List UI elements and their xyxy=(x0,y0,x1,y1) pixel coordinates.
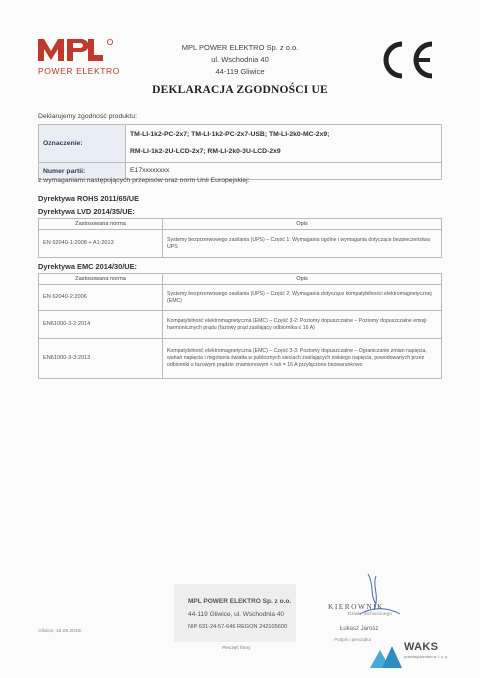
stamp-line: MPL POWER ELEKTRO Sp. z o.o. xyxy=(188,598,292,605)
waks-watermark-text: WAKS xyxy=(404,641,439,653)
stamp-line: NIP 631-24-57-646 REGON 242105600 xyxy=(188,624,288,630)
company-name: MPL POWER ELEKTRO Sp. z o.o. xyxy=(181,43,299,52)
desc-cell: Kompatybilność elektromagnetyczna (EMC) – Część 3-2: Poziomy dopuszczalne – Poziomy dopuszczalne emisji harmonicznych prądu (fazowy prąd zasilający odbiornika ≤ 16 A) xyxy=(163,311,442,339)
intro-text: Deklarujemy zgodność produktu: xyxy=(38,113,137,120)
batch-label: Numer partii: xyxy=(39,163,126,180)
product-table xyxy=(38,124,442,180)
emc-header-row xyxy=(39,274,442,285)
table-row xyxy=(39,311,442,339)
designation-row xyxy=(39,125,442,163)
norm-cell: EN 62040-1:2008 + A1:2013 xyxy=(39,230,163,258)
table-row xyxy=(39,339,442,379)
waks-watermark-subtitle: przedsiębiorstwo w. l. s. p. xyxy=(404,655,449,659)
kierownik-stamp: KIEROWNIK xyxy=(328,602,384,611)
col-desc-header: Opis xyxy=(163,219,442,230)
requirements-intro: z wymaganiami następujących przepisów oraz norm Unii Europejskiej: xyxy=(38,177,250,184)
company-address xyxy=(170,42,310,78)
designation-value xyxy=(126,125,442,163)
place-date: Gliwice, 16.08.2016r. xyxy=(38,629,83,634)
mpl-logo-mark xyxy=(38,38,118,64)
stamp-caption: Pieczęć firmy xyxy=(222,646,251,651)
ce-mark-icon xyxy=(378,40,438,80)
document-title: DEKLARACJA ZGODNOŚCI UE xyxy=(152,84,328,96)
designation-label: Oznaczenie: xyxy=(39,125,126,163)
desc-cell: Systemy bezprzerwowego zasilania (UPS) – Część 2: Wymagania dotyczące kompatybilności elektromagnetycznej (EMC) xyxy=(163,285,442,311)
designation-line: RM-LI-1k2-2U-LCD-2x7; RM-LI-2k0-3U-LCD-2x9 xyxy=(130,148,281,155)
stamp-line: 44-119 Gliwice, ul. Wschodnia 40 xyxy=(188,611,284,618)
lvd-table xyxy=(38,218,442,258)
col-norm-header: Zastosowana norma xyxy=(39,274,163,285)
logo-subtitle: POWER ELEKTRO xyxy=(38,66,120,76)
rohs-directive: Dyrektywa ROHS 2011/65/UE xyxy=(38,194,140,203)
desc-cell: Kompatybilność elektromagnetyczna (EMC) – Część 3-3: Poziomy dopuszczalne – Ograniczanie zmian napięcia, wahań napięcia i migotania światła w publicznych sieciach zasilających niskiego napięcia, powodowanych przez odbiorniki o fazowym prądzie znamionowym < lub = 16 A przyłączone bezwarunkowo xyxy=(163,339,442,379)
norm-cell: EN 62040-2:2006 xyxy=(39,285,163,311)
norm-cell: EN61000-3-2:2014 xyxy=(39,311,163,339)
kierownik-subtitle: Działu Technicznego xyxy=(348,612,392,617)
norm-cell: EN61000-3-3:2013 xyxy=(39,339,163,379)
col-desc-header: Opis xyxy=(163,274,442,285)
table-row xyxy=(39,230,442,258)
company-city: 44-119 Gliwice xyxy=(215,67,265,76)
emc-table xyxy=(38,273,442,379)
company-street: ul. Wschodnia 40 xyxy=(211,55,269,64)
signature-caption: Podpis i pieczątka xyxy=(334,637,372,642)
lvd-header-row xyxy=(39,219,442,230)
mpl-logo xyxy=(38,38,118,82)
lvd-directive-title: Dyrektywa LVD 2014/35/UE: xyxy=(38,207,135,216)
col-norm-header: Zastosowana norma xyxy=(39,219,163,230)
desc-cell: Systemy bezprzerwowego zasilania (UPS) – Część 1: Wymagania ogólne i wymagania dotyczące bezpieczeństwa UPS xyxy=(163,230,442,258)
emc-directive-title: Dyrektywa EMC 2014/30/UE: xyxy=(38,262,138,271)
batch-value: E17xxxxxxxx xyxy=(126,163,442,180)
signer-name: Łukasz Jarosz xyxy=(340,626,379,632)
table-row xyxy=(39,285,442,311)
designation-line: TM-LI-1k2-PC-2x7; TM-LI-1k2-PC-2x7-USB; TM-LI-2k0-MC-2x9; xyxy=(130,131,330,138)
